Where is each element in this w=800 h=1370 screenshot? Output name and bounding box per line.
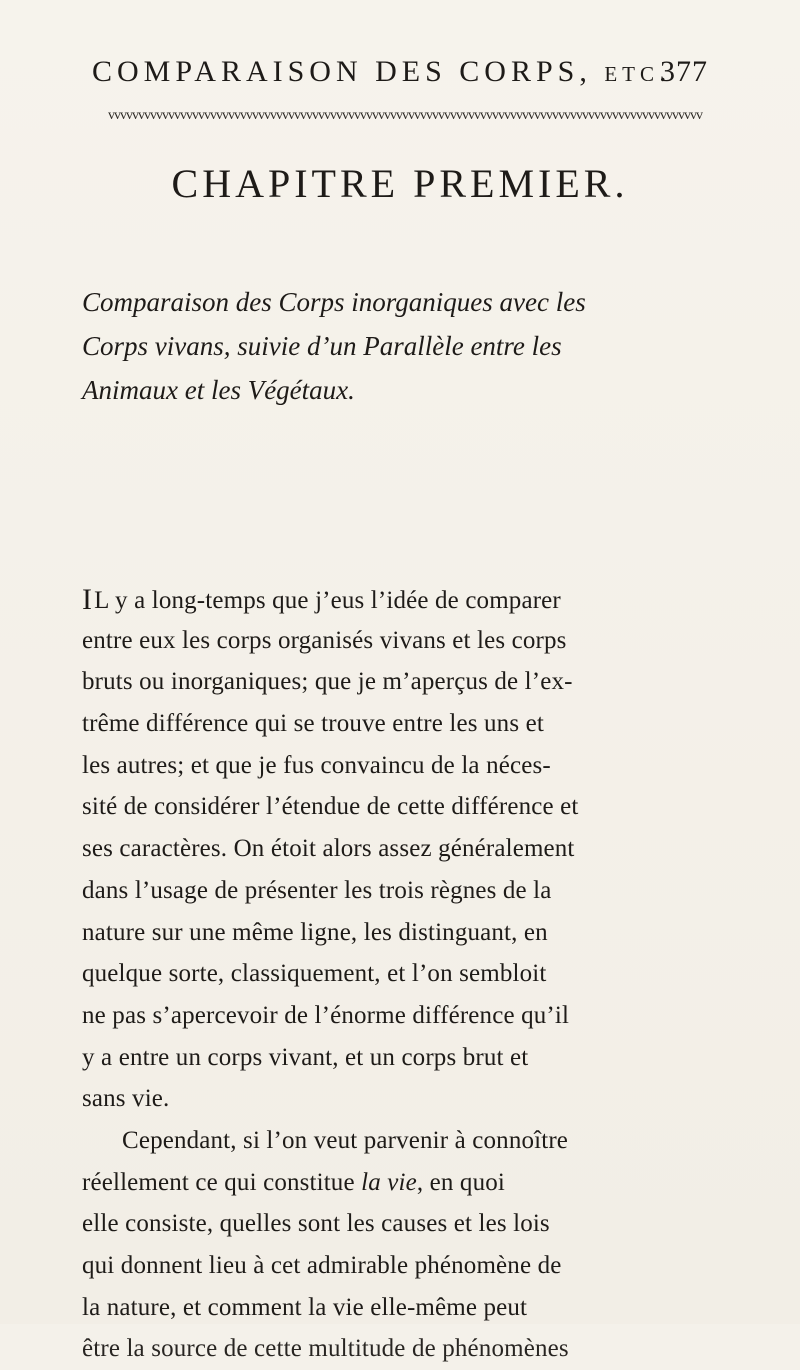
chapter-subtitle <box>82 280 722 412</box>
text-line: nature sur une même ligne, les distinguant, en <box>82 918 548 946</box>
text-line <box>82 578 722 620</box>
text-segment: réellement ce qui constitue <box>82 1168 362 1196</box>
text-line: qui donnent lieu à cet admirable phénomène de <box>82 1252 562 1279</box>
text-line: dans l’usage de présenter les trois règnes de la <box>82 876 552 904</box>
drop-cap: I <box>82 583 93 616</box>
subtitle-line: Animaux et les Végétaux. <box>82 375 355 405</box>
subtitle-line: Comparaison des Corps inorganiques avec les <box>82 287 586 317</box>
text-line: sans vie. <box>82 1085 170 1113</box>
text-line: quelque sorte, classiquement, et l’on sembloit <box>82 960 547 988</box>
text-line <box>82 1162 722 1204</box>
text-line: être la source de cette multitude de phénomènes <box>82 1335 569 1363</box>
page-number: 377 <box>660 55 708 88</box>
text-segment: L y a long-temps que j’eus l’idée de comparer <box>94 587 561 614</box>
running-title: COMPARAISON DES CORPS, etc. <box>92 55 672 88</box>
text-line: bruts ou inorganiques; que je m’aperçus de l’ex- <box>82 668 573 696</box>
text-line: la nature, et comment la vie elle-même peut <box>82 1293 528 1321</box>
paragraph-2 <box>82 1120 722 1370</box>
italic-term: la vie <box>361 1168 417 1196</box>
ornamental-rule: vvvvvvvvvvvvvvvvvvvvvvvvvvvvvvvvvvvvvvvvvvvvvvvvvvvvvvvvvvvvvvvvvvvvvvvvvvvvvvvvvvvvvvvvvvvvvvvvvvv <box>108 110 702 122</box>
subtitle-line: Corps vivans, suivie d’un Parallèle entre les <box>82 331 562 361</box>
paragraph-1 <box>82 578 722 1120</box>
main-text <box>82 578 722 1370</box>
text-line: trême différence qui se trouve entre les uns et <box>82 710 544 738</box>
text-line: ses caractères. On étoit alors assez généralement <box>82 835 575 863</box>
text-line: y a entre un corps vivant, et un corps brut et <box>82 1043 529 1071</box>
text-line: entre eux les corps organisés vivans et les corps <box>82 626 567 654</box>
text-line: Cependant, si l’on veut parvenir à connoître <box>122 1126 569 1154</box>
text-line: ne pas s’apercevoir de l’énorme différence qu’il <box>82 1001 570 1029</box>
text-segment: , en quoi <box>416 1168 505 1196</box>
text-line: sité de considérer l’étendue de cette différence et <box>82 793 579 821</box>
text-line: elle consiste, quelles sont les causes et les lois <box>82 1210 550 1238</box>
text-line: les autres; et que je fus convaincu de la néces- <box>82 751 551 779</box>
chapter-title: CHAPITRE PREMIER. <box>171 161 629 206</box>
running-head <box>92 55 708 95</box>
